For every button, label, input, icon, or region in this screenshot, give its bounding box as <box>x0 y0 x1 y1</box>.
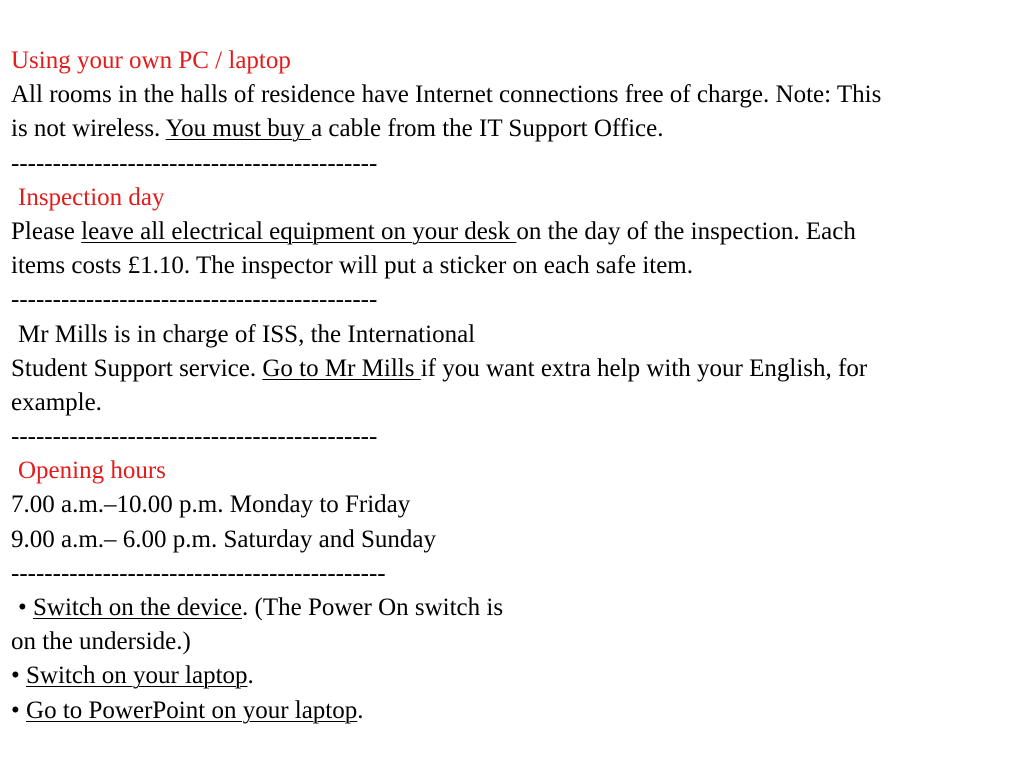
paragraph-line <box>11 386 1011 420</box>
text-span: items costs £1.10. The inspector will put a sticker on each safe item. <box>11 252 694 280</box>
bullet-icon: • <box>11 662 27 690</box>
paragraph-line <box>11 78 1011 112</box>
text-span: Mr Mills is in charge of ISS, the International <box>18 320 476 348</box>
text-span: Student Support service. <box>11 354 263 382</box>
underlined-phrase-switch-on-device: Switch on the device <box>33 594 242 621</box>
opening-hours-weekend: 9.00 a.m.– 6.00 p.m. Saturday and Sunday <box>11 525 436 553</box>
paragraph-line <box>11 625 1011 659</box>
heading-opening-hours: Opening hours <box>18 457 166 485</box>
bullet-icon: • <box>11 696 27 724</box>
separator-line: -------------------------------------------- <box>11 149 378 177</box>
text-span: if you want extra help with your English, for <box>420 354 868 382</box>
underlined-phrase-go-to-powerpoint: Go to PowerPoint on your laptop <box>26 696 358 724</box>
text-span: on the day of the inspection. Each <box>516 217 856 245</box>
text-span: . (The Power On switch is <box>242 594 504 621</box>
text-span: a cable from the IT Support Office. <box>311 115 664 143</box>
bullet-icon: • <box>18 594 34 621</box>
text-span: . <box>357 696 364 724</box>
separator-line: --------------------------------------------- <box>11 559 386 587</box>
paragraph-line <box>11 318 1011 352</box>
paragraph-line <box>11 352 1011 386</box>
bullet-item-go-to-powerpoint <box>11 694 1011 728</box>
paragraph-line <box>11 215 1011 249</box>
opening-hours-weekdays: 7.00 a.m.–10.00 p.m. Monday to Friday <box>11 491 411 519</box>
text-span: on the underside.) <box>11 628 191 656</box>
underlined-phrase-go-to-mr-mills: Go to Mr Mills <box>262 354 421 382</box>
text-span: is not wireless. <box>11 115 166 143</box>
bullet-item-switch-on-device <box>11 591 1011 625</box>
underlined-phrase-switch-on-laptop: Switch on your laptop <box>26 662 248 690</box>
underlined-phrase-you-must-buy: You must buy <box>165 115 312 143</box>
bullet-item-switch-on-laptop <box>11 659 1011 693</box>
text-span: . <box>247 662 254 690</box>
text-span: Please <box>11 217 82 245</box>
heading-inspection-day: Inspection day <box>18 183 165 211</box>
text-span: All rooms in the halls of residence have Internet connections free of charge. Note: This <box>11 81 882 109</box>
separator-line: -------------------------------------------- <box>11 423 378 451</box>
separator-line: -------------------------------------------- <box>11 286 378 314</box>
text-span: example. <box>11 388 102 416</box>
paragraph-line <box>11 249 1011 283</box>
underlined-phrase-leave-equipment: leave all electrical equipment on your desk <box>81 217 517 245</box>
heading-own-pc: Using your own PC / laptop <box>11 47 291 74</box>
paragraph-line <box>11 112 1011 146</box>
document-page <box>11 44 1011 728</box>
